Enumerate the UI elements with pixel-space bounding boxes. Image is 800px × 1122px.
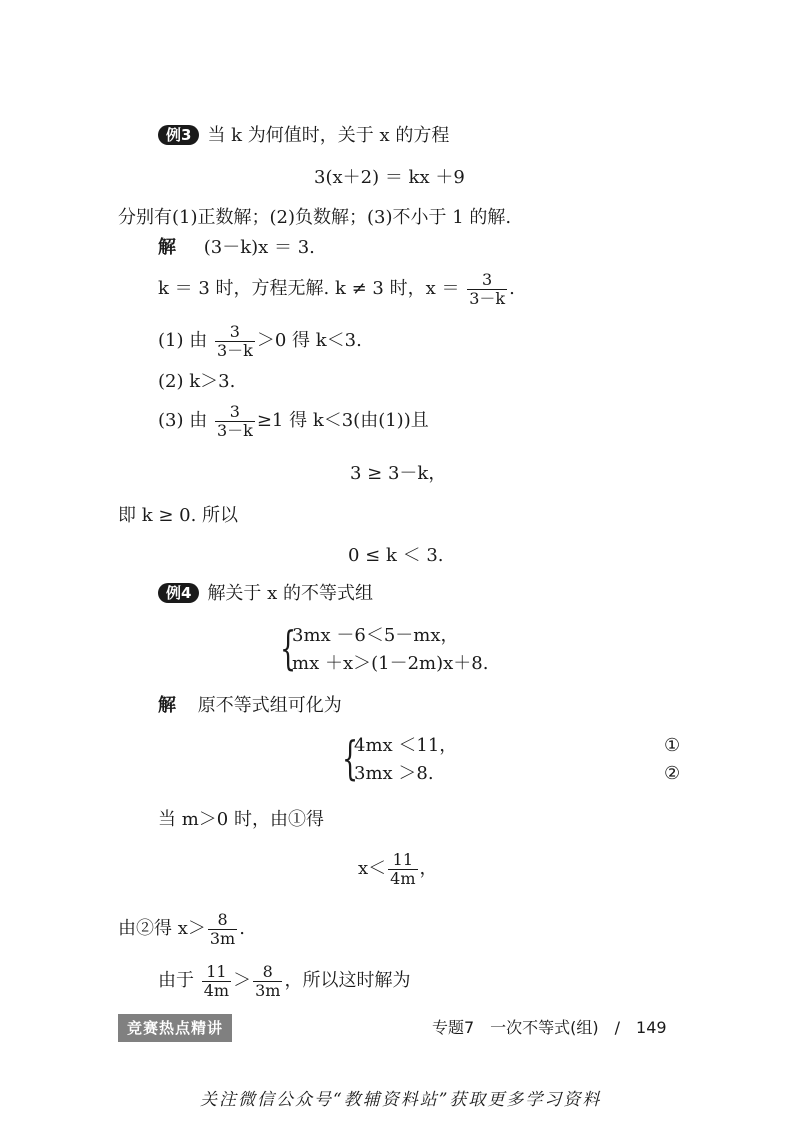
case3-prefix: (3) 由 [158,410,208,431]
fraction-numerator: 11 [202,963,231,982]
equation-tag-2: ② [664,763,681,784]
x-less-prefix: x＜ [358,858,387,879]
solution4-system-line1: 4mx ＜11， [354,735,458,756]
example3-badge: 例3 [158,125,199,145]
fraction-numerator: 3 [215,403,255,422]
solution4-intro [158,694,342,718]
solution4-from2 [118,906,245,952]
solution-label: 解 [158,695,176,716]
case1-prefix: (1) 由 [158,330,208,351]
greater-than: ＞ [233,970,252,991]
fraction [253,963,282,1000]
fraction-denominator: 4m [390,868,416,888]
fraction-denominator: 3m [209,928,236,948]
example3-heading [158,124,449,148]
example4-question: 解关于 x 的不等式组 [207,583,374,604]
solution4-x-less [358,846,438,892]
solution3-step2 [158,266,515,312]
fraction-numerator: 3 [467,271,507,290]
solution4-intro-text: 原不等式组可化为 [197,695,342,716]
fraction [388,851,417,888]
fraction [202,963,231,1000]
series-tag: 竞赛热点精讲 [118,1014,232,1042]
example4-system-line2: mx ＋x＞(1－2m)x＋8. [292,653,489,674]
fraction-numerator: 8 [253,963,282,982]
solution4-since [158,958,410,1004]
fraction-numerator: 3 [215,323,255,342]
fraction-denominator: 3m [255,980,281,1000]
fraction [215,323,255,360]
watermark: 关注微信公众号“教辅资料站”获取更多学习资料 [200,1090,602,1110]
solution3-case2: (2) k＞3. [158,371,236,392]
example3-equation: 3(x＋2) ＝ kx ＋9 [314,167,465,188]
fraction [208,911,237,948]
period: . [509,278,515,299]
comma: ， [419,858,438,879]
fraction-numerator: 11 [388,851,417,870]
fraction-denominator: 3－k [216,420,253,440]
period: . [239,918,245,939]
solution4-when: 当 m＞0 时，由①得 [158,809,324,830]
fraction-denominator: 3－k [216,340,253,360]
solution3-case1 [158,318,362,364]
solution3-step2-text: k ＝ 3 时，方程无解. k ≠ 3 时，x ＝ [158,278,460,299]
fraction [467,271,507,308]
solution3-step1-text: (3－k)x ＝ 3. [203,237,315,258]
since-prefix: 由于 [158,970,194,991]
solution3-result: 0 ≤ k ＜ 3. [348,545,444,566]
solution3-case3 [158,398,429,444]
example3-cases: 分别有(1)正数解；(2)负数解；(3)不小于 1 的解. [118,207,512,228]
fraction-numerator: 8 [208,911,237,930]
solution4-system-line2: 3mx ＞8. [354,763,434,784]
left-brace: { [280,621,297,675]
fraction-denominator: 4m [203,980,230,1000]
fraction [215,403,255,440]
page-footer: 专题7 一次不等式(组) / 149 [432,1018,667,1037]
equation-tag-1: ① [664,735,681,756]
example3-question: 当 k 为何值时，关于 x 的方程 [207,125,450,146]
solution3-so: 即 k ≥ 0. 所以 [118,505,239,526]
case3-suffix: ≥1 得 k＜3(由(1))且 [256,410,429,431]
fraction-denominator: 3－k [469,288,506,308]
case1-suffix: ＞0 得 k＜3. [256,330,362,351]
example4-system-line1: 3mx －6＜5－mx， [292,625,459,646]
example4-heading [158,582,373,606]
since-suffix: ，所以这时解为 [284,970,411,991]
from2-prefix: 由②得 x＞ [118,918,206,939]
left-brace: { [342,731,359,785]
example4-badge: 例4 [158,583,199,603]
solution3-inequality: 3 ≥ 3－k， [350,463,447,484]
solution3-step1 [158,236,315,260]
solution-label: 解 [158,237,176,258]
